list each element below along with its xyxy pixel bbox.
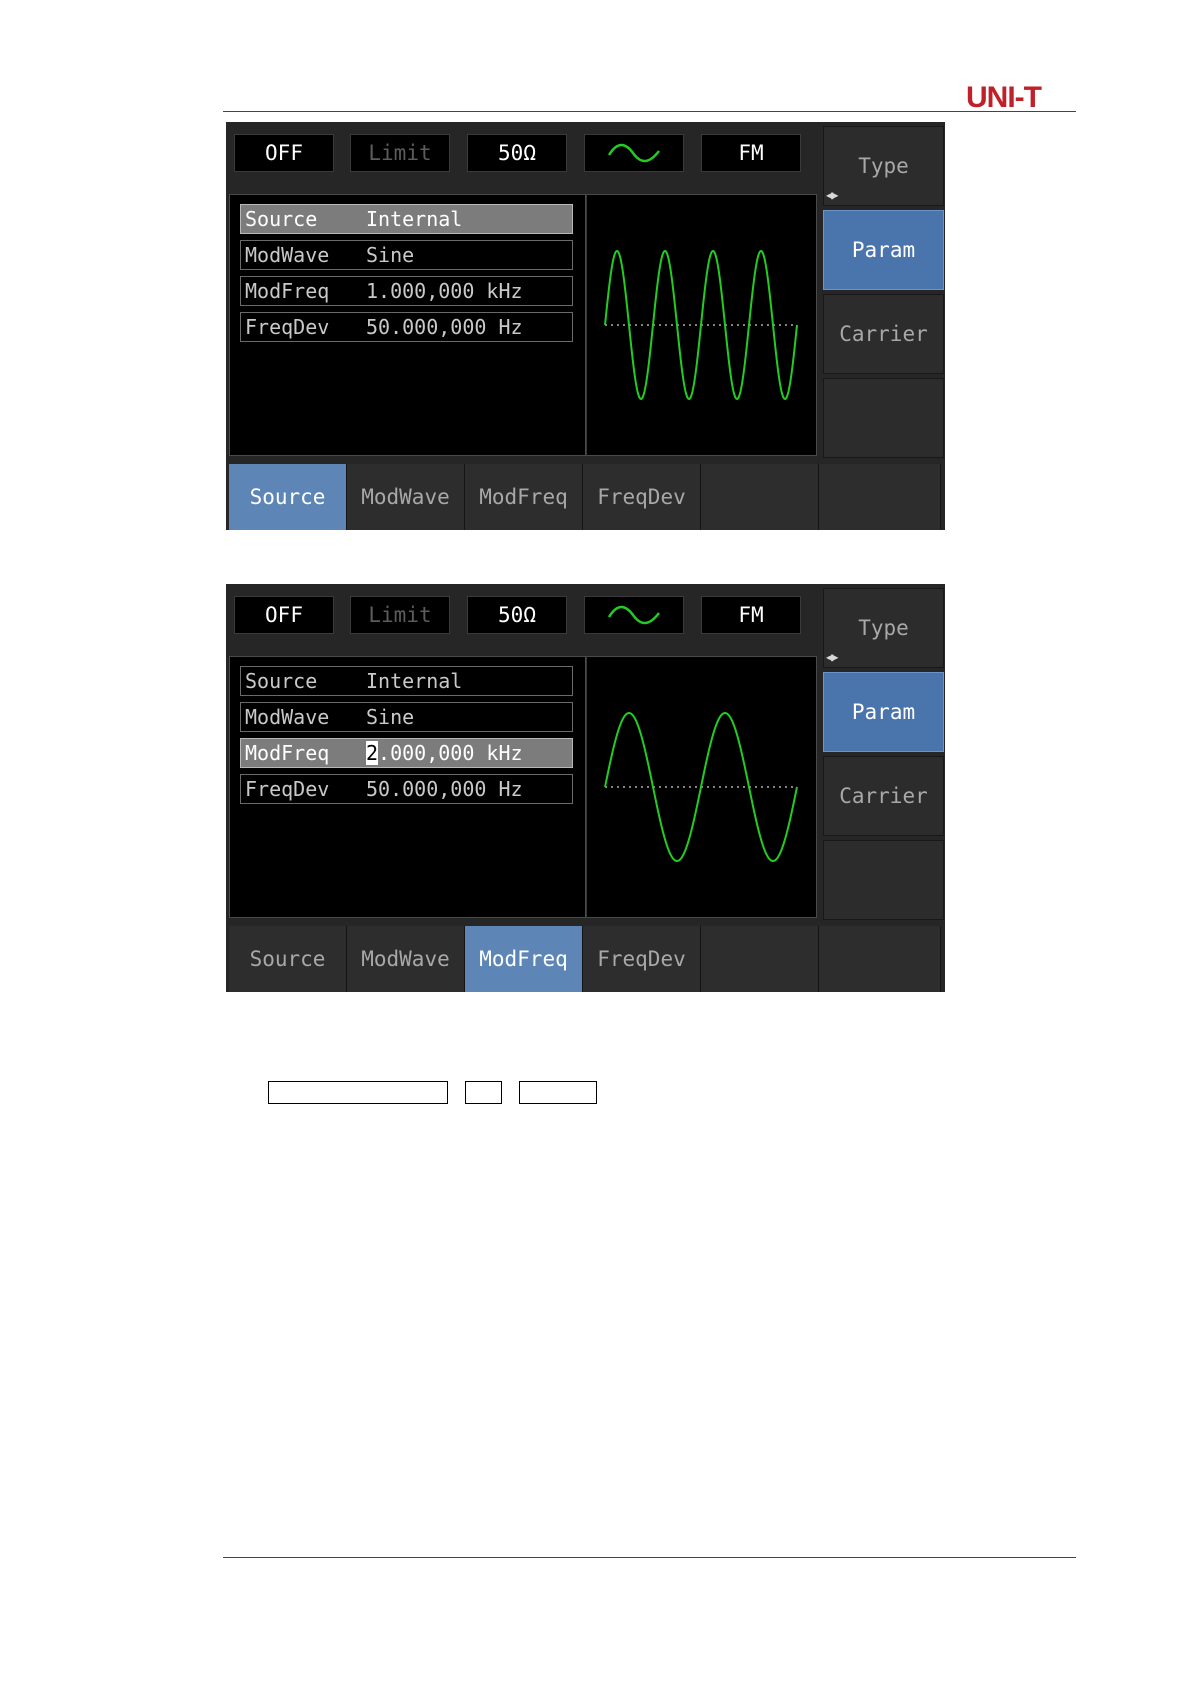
edit-cursor-digit[interactable]: 2	[366, 741, 379, 765]
param-label: ModFreq	[245, 279, 330, 303]
side-softkeys	[823, 126, 945, 462]
bottom-menu	[229, 926, 942, 992]
waveform-plot	[587, 195, 816, 455]
param-row-modwave[interactable]	[240, 240, 573, 270]
sine-icon	[584, 134, 684, 172]
param-label: ModWave	[245, 243, 330, 267]
generator-screen-2	[226, 584, 945, 992]
waveform-preview	[586, 656, 817, 918]
softkey-type[interactable]: Type	[823, 126, 944, 206]
param-label: Source	[245, 207, 318, 231]
load-impedance: 50Ω	[467, 134, 567, 172]
status-bar	[234, 596, 801, 634]
param-value: 1.000,000 kHz	[366, 279, 523, 303]
param-value: 50.000,000 Hz	[366, 777, 523, 801]
left-right-arrow-icon: ◀▶	[826, 650, 837, 664]
waveform-preview	[586, 194, 817, 456]
status-bar	[234, 134, 801, 172]
sine-icon	[584, 596, 684, 634]
param-row-source[interactable]	[240, 204, 573, 234]
mode-indicator: FM	[701, 134, 801, 172]
bottom-modfreq-button[interactable]: ModFreq	[465, 464, 583, 530]
bottom-empty-button[interactable]	[819, 464, 941, 530]
uni-t-logo	[966, 82, 1076, 114]
generator-screen-1	[226, 122, 945, 530]
params-panel	[229, 194, 586, 456]
param-row-modfreq[interactable]	[240, 276, 573, 306]
param-value: Sine	[366, 705, 415, 729]
softkey-carrier[interactable]: Carrier	[823, 756, 944, 836]
side-softkeys	[823, 588, 945, 924]
header-rule	[223, 111, 1076, 112]
param-value: Internal	[366, 669, 463, 693]
param-label: ModFreq	[245, 741, 330, 765]
bottom-modwave-button[interactable]: ModWave	[347, 926, 465, 992]
output-state: OFF	[234, 596, 334, 634]
bottom-source-button[interactable]: Source	[229, 926, 347, 992]
bottom-modwave-button[interactable]: ModWave	[347, 464, 465, 530]
limit-indicator: Limit	[350, 134, 450, 172]
bottom-freqdev-button[interactable]: FreqDev	[583, 926, 701, 992]
param-row-freqdev[interactable]	[240, 312, 573, 342]
mode-indicator: FM	[701, 596, 801, 634]
softkey-empty[interactable]	[823, 378, 944, 458]
load-impedance: 50Ω	[467, 596, 567, 634]
param-value-editing[interactable]	[366, 739, 523, 767]
param-label: FreqDev	[245, 777, 330, 801]
param-value: 50.000,000 Hz	[366, 315, 523, 339]
key-box	[268, 1081, 448, 1104]
softkey-type[interactable]: Type	[823, 588, 944, 668]
param-value: Sine	[366, 243, 415, 267]
param-value: Internal	[366, 207, 463, 231]
param-label: ModWave	[245, 705, 330, 729]
param-row-source[interactable]	[240, 666, 573, 696]
bottom-freqdev-button[interactable]: FreqDev	[583, 464, 701, 530]
key-box	[519, 1081, 597, 1104]
param-value-rest: .000,000 kHz	[378, 741, 523, 765]
param-label: Source	[245, 669, 318, 693]
output-state: OFF	[234, 134, 334, 172]
param-label: FreqDev	[245, 315, 330, 339]
params-panel	[229, 656, 586, 918]
bottom-empty-button[interactable]	[701, 926, 819, 992]
param-row-modfreq[interactable]	[240, 738, 573, 768]
bottom-empty-button[interactable]	[819, 926, 941, 992]
softkey-carrier[interactable]: Carrier	[823, 294, 944, 374]
logo-text: UNI-T	[966, 81, 1041, 114]
bottom-modfreq-button[interactable]: ModFreq	[465, 926, 583, 992]
bottom-source-button[interactable]: Source	[229, 464, 347, 530]
softkey-param[interactable]: Param	[823, 210, 944, 290]
softkey-empty[interactable]	[823, 840, 944, 920]
softkey-param[interactable]: Param	[823, 672, 944, 752]
param-row-modwave[interactable]	[240, 702, 573, 732]
bottom-empty-button[interactable]	[701, 464, 819, 530]
left-right-arrow-icon: ◀▶	[826, 188, 837, 202]
param-row-freqdev[interactable]	[240, 774, 573, 804]
waveform-plot	[587, 657, 816, 917]
key-box	[465, 1081, 502, 1104]
footer-rule	[223, 1557, 1076, 1558]
bottom-menu	[229, 464, 942, 530]
limit-indicator: Limit	[350, 596, 450, 634]
